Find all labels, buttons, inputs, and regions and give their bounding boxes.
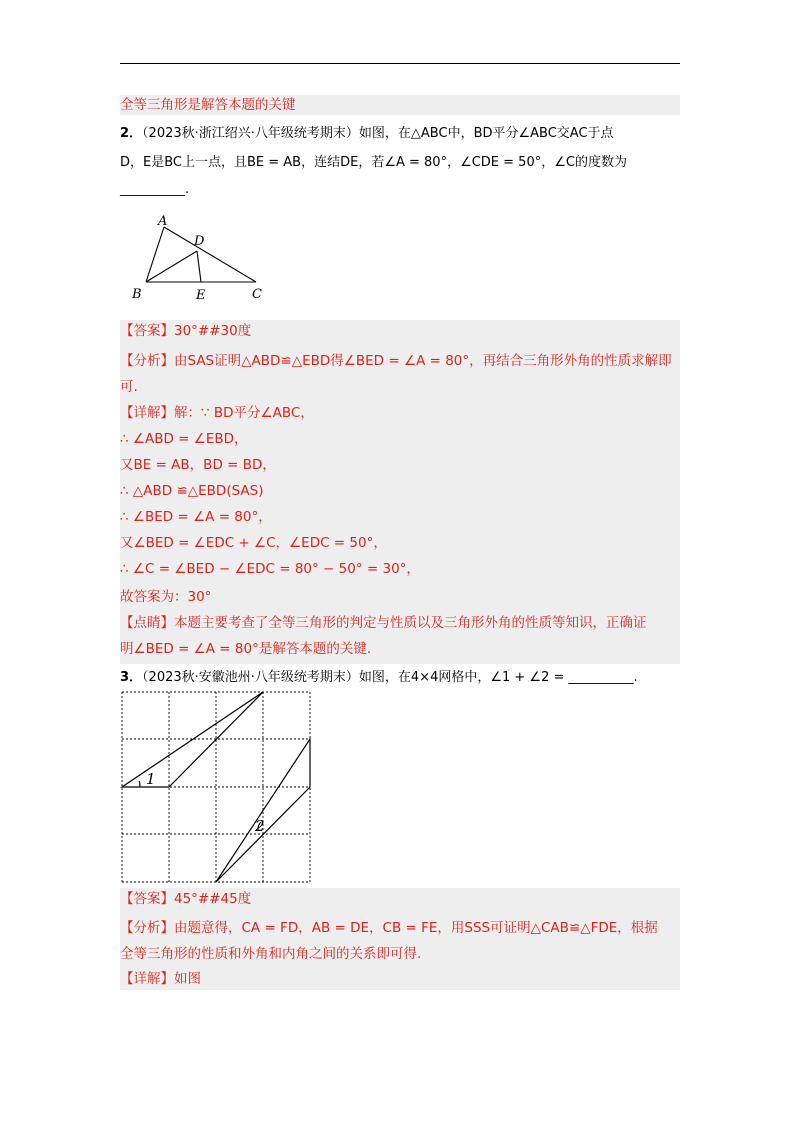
analysis-text: 由题意得，CA = FD，AB = DE，CB = FE，用SSS可证明△CAB≌△FDE，根据 — [174, 920, 658, 936]
comment-line-2: 明∠BED = ∠A = 80°是解答本题的关键. — [120, 641, 372, 657]
comment-text: 本题主要考查了全等三角形的判定与性质以及三角形外角的性质等知识，正确证 — [174, 615, 647, 631]
question-2-line2: D，E是BC上一点，且BE = AB，连结DE，若∠A = 80°，∠CDE = 50°，∠C的度数为 — [120, 155, 627, 170]
analysis-line-1 — [120, 919, 658, 938]
analysis-line-2: 可. — [120, 379, 138, 395]
angle-label-1: 1 — [146, 770, 156, 788]
answer-value: 30°##30度 — [174, 323, 252, 339]
vertex-label-c: C — [252, 287, 262, 302]
detail-line-4: ∴ △ABD ≌△EBD(SAS) — [120, 483, 264, 499]
comment-tag: 【点睛】 — [120, 615, 174, 631]
angle-label-2: 2 — [255, 817, 265, 835]
grid-figure — [118, 689, 318, 885]
header-rule — [120, 63, 680, 64]
detail-line-8: 故答案为：30° — [120, 589, 212, 605]
question-text: 如图，在△ABC中，BD平分∠ABC交AC于点 — [358, 126, 614, 141]
detail-line-2: ∴ ∠ABD = ∠EBD， — [120, 431, 248, 447]
detail-line-1 — [120, 404, 314, 423]
answer-value: 45°##45度 — [174, 891, 252, 907]
detail-line-5: ∴ ∠BED = ∠A = 80°， — [120, 509, 272, 525]
question-2-line1 — [120, 124, 614, 143]
vertex-label-e: E — [196, 288, 206, 303]
answer-line — [120, 890, 251, 909]
previous-solution-tail: 全等三角形是解答本题的关键 — [120, 97, 296, 113]
analysis-text: 由SAS证明△ABD≌△EBD得∠BED = ∠A = 80°，再结合三角形外角的性质求解即 — [174, 353, 672, 369]
detail-line-6: 又∠BED = ∠EDC + ∠C，∠EDC = 50°， — [120, 535, 387, 551]
comment-line-1 — [120, 614, 647, 633]
analysis-tag: 【分析】 — [120, 353, 174, 369]
detail-tag: 【详解】 — [120, 405, 174, 421]
vertex-label-b: B — [132, 287, 142, 302]
question-number: 3． — [120, 670, 143, 685]
answer-line — [120, 322, 251, 341]
detail-tag: 【详解】 — [120, 971, 174, 987]
answer-tag: 【答案】 — [120, 323, 174, 339]
detail-line-3: 又BE = AB，BD = BD， — [120, 457, 276, 473]
detail-text: 解：∵ BD平分∠ABC， — [174, 405, 314, 421]
vertex-label-d: D — [194, 234, 205, 249]
question-text: 如图，在4×4网格中，∠1 + ∠2 = __________. — [358, 670, 638, 685]
question-number: 2． — [120, 126, 143, 141]
detail-line-1 — [120, 970, 201, 989]
question-source: （2023秋·安徽池州·八年级统考期末） — [142, 670, 359, 685]
analysis-line-2: 全等三角形的性质和外角和内角之间的关系即可得. — [120, 946, 422, 962]
analysis-line-1 — [120, 352, 672, 371]
detail-line-7: ∴ ∠C = ∠BED − ∠EDC = 80° − 50° = 30°， — [120, 561, 420, 577]
answer-blank: __________. — [120, 182, 190, 197]
triangle-figure — [128, 213, 273, 305]
analysis-tag: 【分析】 — [120, 920, 174, 936]
question-3-line1 — [120, 668, 638, 687]
detail-text: 如图 — [174, 971, 201, 987]
vertex-label-a: A — [158, 214, 168, 229]
answer-tag: 【答案】 — [120, 891, 174, 907]
question-source: （2023秋·浙江绍兴·八年级统考期末） — [142, 126, 359, 141]
